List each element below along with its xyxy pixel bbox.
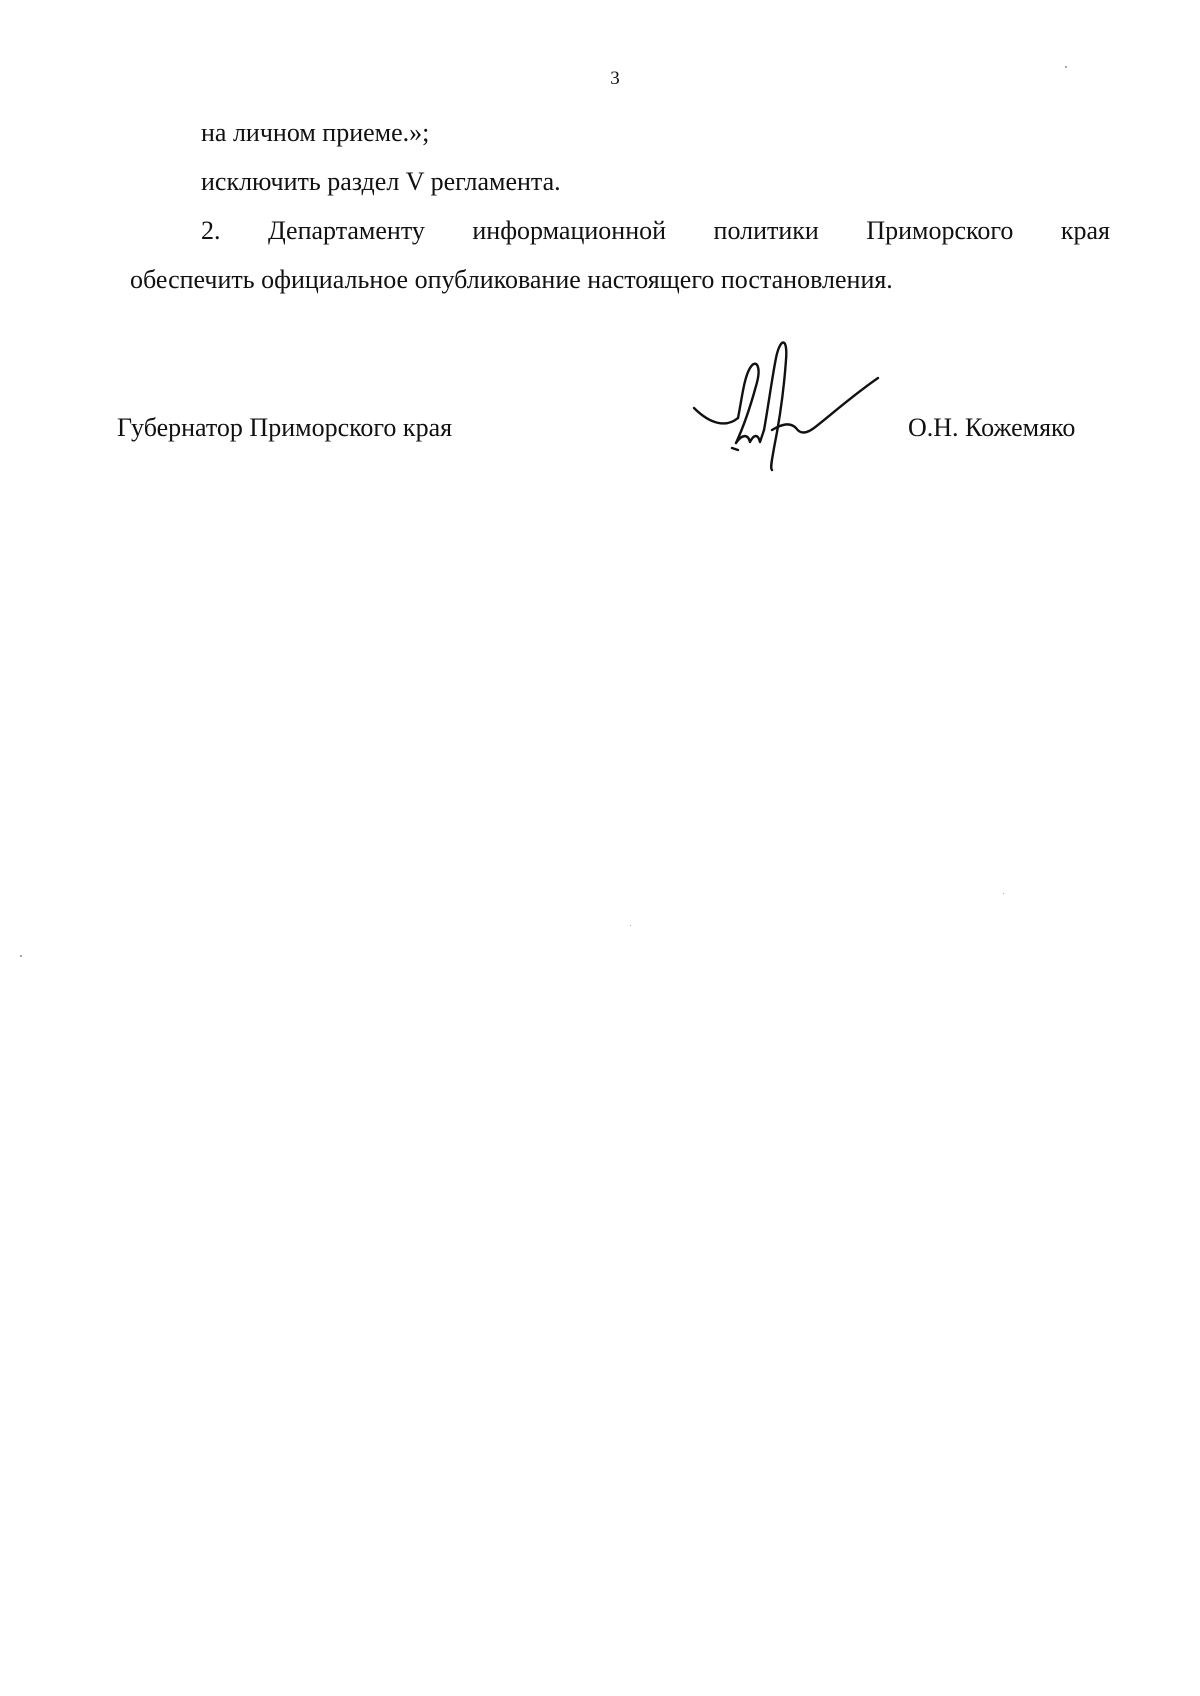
paragraph-line: на личном приеме.»;	[201, 118, 430, 147]
scan-speck	[20, 955, 22, 957]
handwritten-signature	[692, 338, 892, 473]
paragraph-line: обеспечить официальное опубликование настоящего постановления.	[130, 265, 893, 294]
paragraph-word: информационной	[472, 216, 667, 245]
paragraph-word: Приморского	[866, 216, 1014, 245]
page-number: 3	[610, 68, 620, 89]
numbered-paragraph-line	[201, 215, 1110, 247]
item-number: 2.	[201, 216, 221, 245]
paragraph-line: исключить раздел V регламента.	[201, 167, 561, 196]
paragraph-word: края	[1060, 216, 1110, 245]
scan-speck	[630, 925, 631, 926]
paragraph-word: политики	[713, 216, 819, 245]
scan-speck	[1003, 893, 1004, 894]
paragraph-word: Департаменту	[268, 216, 425, 245]
scan-speck	[1065, 66, 1067, 68]
signatory-position: Губернатор Приморского края	[117, 413, 453, 442]
signatory-name: О.Н. Кожемяко	[908, 413, 1076, 442]
